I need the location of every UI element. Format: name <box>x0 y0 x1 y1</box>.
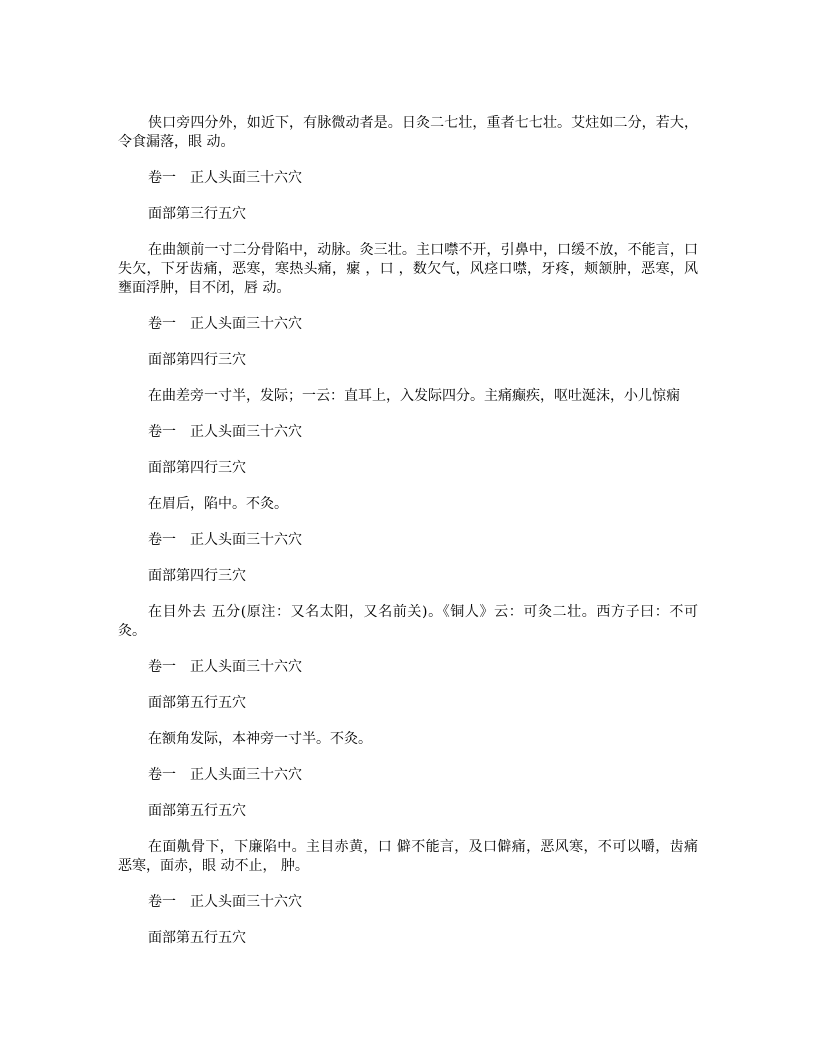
subsection-heading-5: 面部第五行五穴 <box>148 695 246 711</box>
section-heading-7: 卷一 正人头面三十六穴 <box>148 894 302 910</box>
subsection-heading-4: 面部第四行三穴 <box>148 568 246 584</box>
paragraph-5: 在目外去 五分(原注：又名太阳，又名前关)。《铜人》云：可灸二壮。西方子曰：不可灸。 <box>118 604 698 639</box>
document-page <box>118 114 698 948</box>
paragraph-6: 在额角发际，本神旁一寸半。不灸。 <box>148 731 372 747</box>
section-heading-4: 卷一 正人头面三十六穴 <box>148 532 302 548</box>
subsection-heading-7: 面部第五行五穴 <box>148 930 246 946</box>
subsection-heading-1: 面部第三行五穴 <box>148 206 246 222</box>
paragraph-1: 侠口旁四分外，如近下，有脉微动者是。日灸二七壮，重者七七壮。艾炷如二分，若大，令食漏落，眼 动。 <box>118 115 698 150</box>
subsection-heading-2: 面部第四行三穴 <box>148 352 246 368</box>
section-heading-6: 卷一 正人头面三十六穴 <box>148 767 302 783</box>
paragraph-4: 在眉后，陷中。不灸。 <box>148 496 288 512</box>
section-heading-1: 卷一 正人头面三十六穴 <box>148 170 302 186</box>
subsection-heading-6: 面部第五行五穴 <box>148 803 246 819</box>
section-heading-5: 卷一 正人头面三十六穴 <box>148 659 302 675</box>
paragraph-2: 在曲颔前一寸二分骨陷中，动脉。灸三壮。主口噤不开，引鼻中，口缓不放，不能言，口失欠，下牙齿痛，恶寒，寒热头痛，瘰 ，口 ，数欠气，风痉口噤，牙疼，颊颔肿，恶寒，风壅面浮肿，目不闭，唇 动。 <box>118 242 698 296</box>
paragraph-3: 在曲差旁一寸半，发际；一云：直耳上，入发际四分。主痛癫疾，呕吐涎沫，小儿惊痫 <box>148 388 680 404</box>
section-heading-2: 卷一 正人头面三十六穴 <box>148 316 302 332</box>
section-heading-3: 卷一 正人头面三十六穴 <box>148 424 302 440</box>
paragraph-7: 在面鼽骨下，下廉陷中。主目赤黄，口 僻不能言，及口僻痛，恶风寒，不可以嚼，齿痛恶寒，面赤，眼 动不止， 肿。 <box>118 839 698 874</box>
subsection-heading-3: 面部第四行三穴 <box>148 460 246 476</box>
